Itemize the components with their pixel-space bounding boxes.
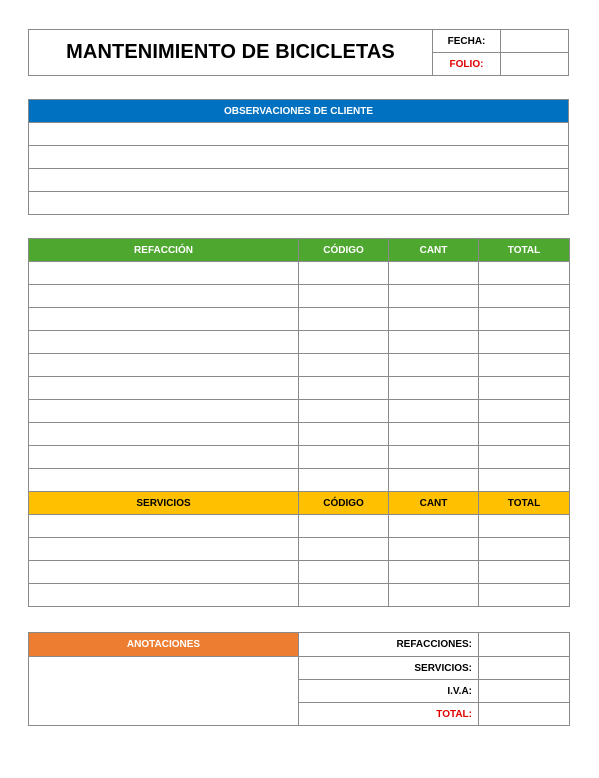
refaccion-row-cell[interactable]: [299, 262, 389, 285]
servicios-total-label: SERVICIOS:: [299, 657, 479, 680]
refaccion-row-cell[interactable]: [299, 400, 389, 423]
servicio-row[interactable]: [29, 538, 570, 561]
servicio-row-cell[interactable]: [389, 561, 479, 584]
refaccion-row-cell[interactable]: [479, 262, 570, 285]
col-refaccion: REFACCIÓN: [29, 239, 299, 262]
refaccion-row-cell[interactable]: [29, 423, 299, 446]
anotaciones-title: ANOTACIONES: [29, 633, 299, 657]
refaccion-row[interactable]: [29, 377, 570, 400]
refaccion-row-cell[interactable]: [479, 308, 570, 331]
refaccion-row[interactable]: [29, 354, 570, 377]
refaccion-row[interactable]: [29, 262, 570, 285]
refaccion-row-cell[interactable]: [29, 400, 299, 423]
observaciones-header: [29, 100, 569, 123]
refaccion-row-cell[interactable]: [299, 446, 389, 469]
refaccion-row-cell[interactable]: [389, 331, 479, 354]
servicio-row-cell[interactable]: [299, 584, 389, 607]
servicio-row-cell[interactable]: [29, 561, 299, 584]
servicio-row-cell[interactable]: [299, 561, 389, 584]
col-codigo: CÓDIGO: [299, 492, 389, 515]
refaccion-row-cell[interactable]: [29, 285, 299, 308]
refaccion-row-cell[interactable]: [299, 469, 389, 492]
refaccion-row-cell[interactable]: [479, 423, 570, 446]
refaccion-row-cell[interactable]: [29, 308, 299, 331]
servicio-row-cell[interactable]: [479, 538, 570, 561]
servicio-row-cell[interactable]: [479, 584, 570, 607]
observaciones-cell[interactable]: [29, 192, 569, 215]
refaccion-row-cell[interactable]: [389, 400, 479, 423]
servicio-row-cell[interactable]: [479, 515, 570, 538]
iva-field[interactable]: [479, 680, 570, 703]
page-title: MANTENIMIENTO DE BICICLETAS: [66, 41, 395, 63]
refaccion-row-cell[interactable]: [389, 377, 479, 400]
folio-label: FOLIO:: [432, 52, 501, 76]
refaccion-row-cell[interactable]: [389, 285, 479, 308]
refaccion-row-cell[interactable]: [299, 354, 389, 377]
servicio-row[interactable]: [29, 561, 570, 584]
refaccion-row-cell[interactable]: [29, 446, 299, 469]
col-servicios: SERVICIOS: [29, 492, 299, 515]
servicios-header: [29, 492, 570, 515]
refaccion-row[interactable]: [29, 331, 570, 354]
refaccion-row-cell[interactable]: [29, 354, 299, 377]
refaccion-row-cell[interactable]: [29, 331, 299, 354]
observaciones-cell[interactable]: [29, 169, 569, 192]
refaccion-row-cell[interactable]: [389, 446, 479, 469]
refaccion-row-cell[interactable]: [479, 354, 570, 377]
iva-label: I.V.A:: [299, 680, 479, 703]
fecha-label: FECHA:: [432, 29, 501, 53]
refacciones-total-label: REFACCIONES:: [299, 633, 479, 657]
anotaciones-area[interactable]: [29, 657, 299, 726]
col-total: TOTAL: [479, 239, 570, 262]
observaciones-table: [28, 99, 569, 215]
refaccion-row-cell[interactable]: [479, 400, 570, 423]
refaccion-row[interactable]: [29, 469, 570, 492]
observaciones-cell[interactable]: [29, 146, 569, 169]
refaccion-row-cell[interactable]: [29, 469, 299, 492]
summary-table: [28, 632, 570, 726]
observaciones-row[interactable]: [29, 169, 569, 192]
servicio-row-cell[interactable]: [29, 515, 299, 538]
col-cant: CANT: [389, 239, 479, 262]
refaccion-row-cell[interactable]: [389, 354, 479, 377]
col-codigo: CÓDIGO: [299, 239, 389, 262]
refaccion-row-cell[interactable]: [389, 423, 479, 446]
observaciones-cell[interactable]: [29, 123, 569, 146]
observaciones-row[interactable]: [29, 192, 569, 215]
servicio-row[interactable]: [29, 515, 570, 538]
servicio-row-cell[interactable]: [29, 584, 299, 607]
refaccion-row-cell[interactable]: [389, 308, 479, 331]
col-total: TOTAL: [479, 492, 570, 515]
servicio-row-cell[interactable]: [479, 561, 570, 584]
refaccion-row-cell[interactable]: [389, 469, 479, 492]
servicio-row-cell[interactable]: [389, 538, 479, 561]
refacciones-total-field[interactable]: [479, 633, 570, 657]
observaciones-row[interactable]: [29, 123, 569, 146]
items-table: [28, 238, 570, 607]
refacciones-header: [29, 239, 570, 262]
servicio-row-cell[interactable]: [299, 538, 389, 561]
refaccion-row-cell[interactable]: [299, 423, 389, 446]
fecha-field[interactable]: [500, 29, 569, 53]
folio-field[interactable]: [500, 52, 569, 76]
observaciones-title: OBSERVACIONES DE CLIENTE: [29, 100, 569, 123]
refaccion-row-cell[interactable]: [479, 446, 570, 469]
observaciones-row[interactable]: [29, 146, 569, 169]
refaccion-row-cell[interactable]: [299, 331, 389, 354]
servicio-row[interactable]: [29, 584, 570, 607]
servicios-total-field[interactable]: [479, 657, 570, 680]
refaccion-row-cell[interactable]: [389, 262, 479, 285]
refaccion-row-cell[interactable]: [479, 469, 570, 492]
refaccion-row-cell[interactable]: [479, 285, 570, 308]
servicio-row-cell[interactable]: [29, 538, 299, 561]
refaccion-row-cell[interactable]: [29, 262, 299, 285]
servicio-row-cell[interactable]: [299, 515, 389, 538]
refaccion-row[interactable]: [29, 285, 570, 308]
servicio-row-cell[interactable]: [389, 515, 479, 538]
servicio-row-cell[interactable]: [389, 584, 479, 607]
refaccion-row-cell[interactable]: [299, 285, 389, 308]
refaccion-row[interactable]: [29, 446, 570, 469]
total-label: TOTAL:: [299, 703, 479, 726]
total-field[interactable]: [479, 703, 570, 726]
refaccion-row-cell[interactable]: [299, 377, 389, 400]
refaccion-row-cell[interactable]: [29, 377, 299, 400]
refaccion-row-cell[interactable]: [479, 377, 570, 400]
col-cant: CANT: [389, 492, 479, 515]
refaccion-row[interactable]: [29, 423, 570, 446]
refaccion-row-cell[interactable]: [479, 331, 570, 354]
refaccion-row[interactable]: [29, 400, 570, 423]
refaccion-row-cell[interactable]: [299, 308, 389, 331]
refaccion-row[interactable]: [29, 308, 570, 331]
